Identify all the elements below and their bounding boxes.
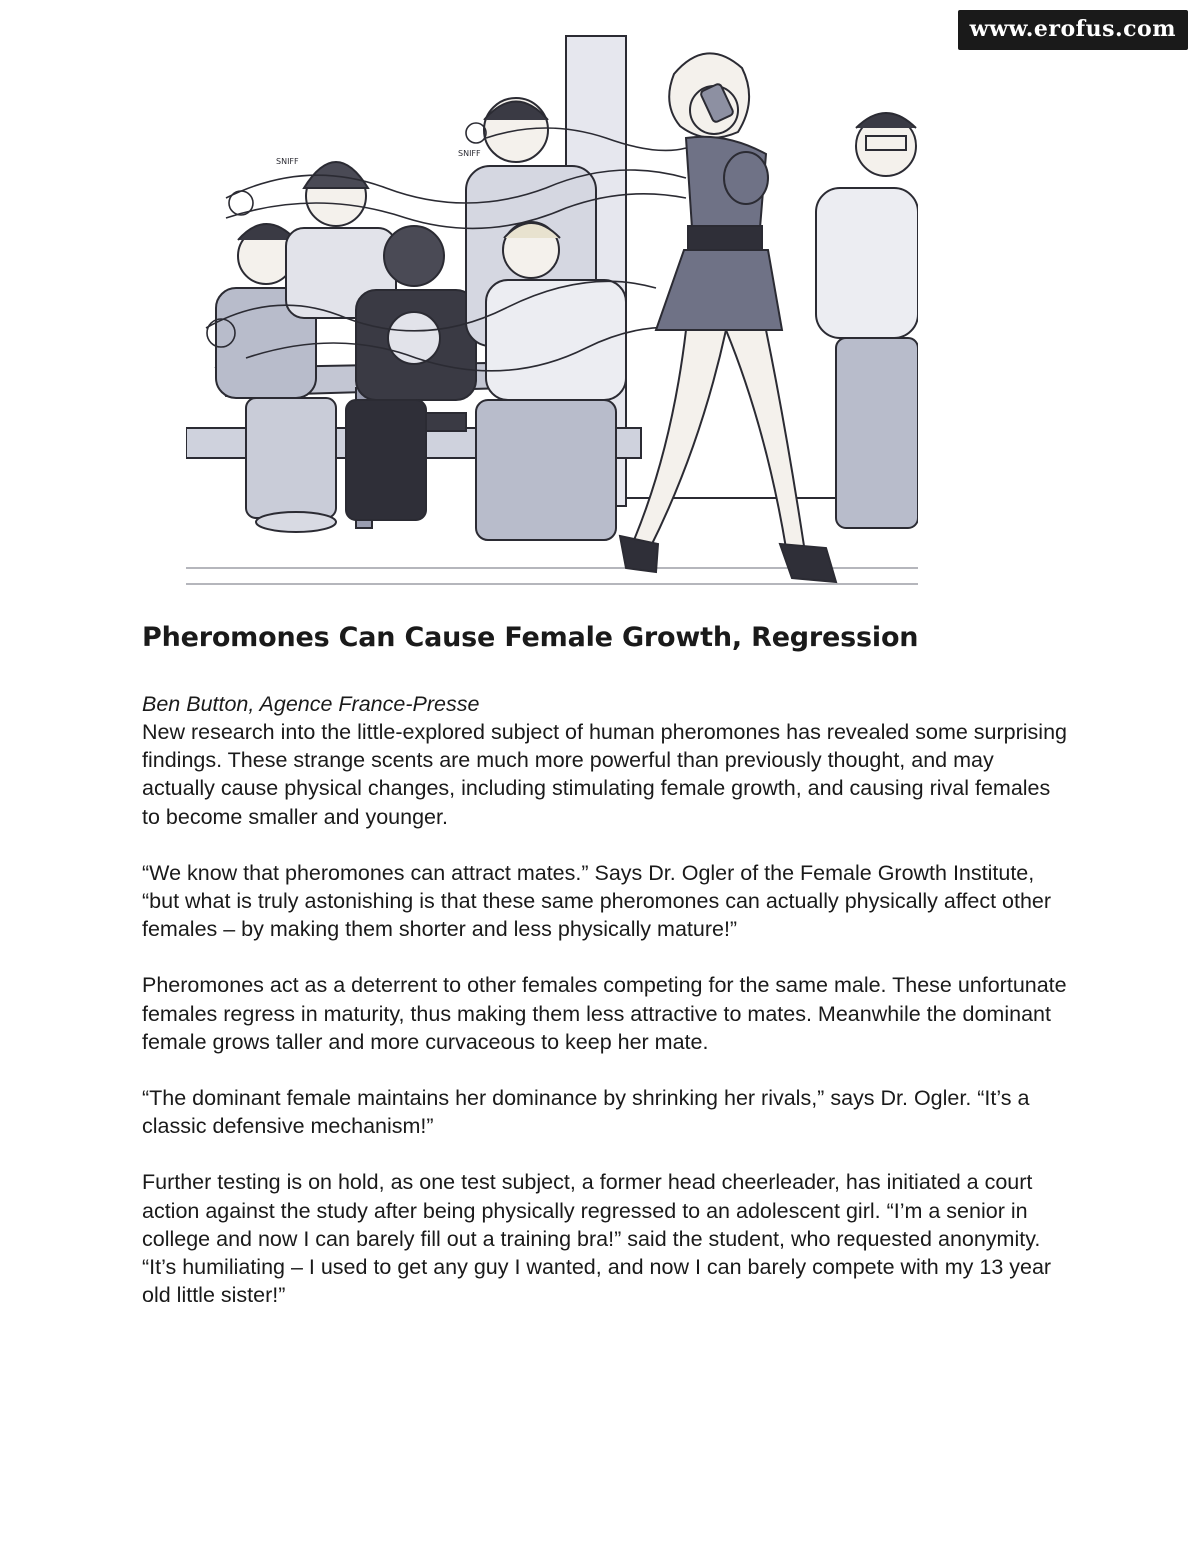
- article-paragraph-1: New research into the little-explored subject of human pheromones has revealed some surprising findings. These strange scents are much more powerful than previously thought, and may actually cause physical changes, including stimulating female growth, and causing rival females to become smaller and younger.: [142, 720, 1067, 829]
- article-byline: Ben Button, Agence France-Presse: [142, 692, 480, 716]
- article-headline: Pheromones Can Cause Female Growth, Regression: [142, 622, 919, 653]
- article: [142, 618, 1072, 1337]
- sfx-sniff-1: SNIFF: [276, 157, 299, 166]
- article-paragraph-3: Pheromones act as a deterrent to other females competing for the same male. These unfortunate females regress in maturity, thus making them less attractive to mates. Meanwhile the dominant female grows taller and more curvaceous to keep her mate.: [142, 973, 1067, 1054]
- comic-illustration: [186, 28, 918, 600]
- watermark-badge: www.erofus.com: [958, 10, 1188, 50]
- article-paragraph-4: “The dominant female maintains her dominance by shrinking her rivals,” says Dr. Ogler. “It’s a classic defensive mechanism!”: [142, 1086, 1030, 1139]
- article-paragraph-2: “We know that pheromones can attract mates.” Says Dr. Ogler of the Female Growth Institute, “but what is truly astonishing is that these same pheromones can actually physically affect other females – by making them shorter and less physically mature!”: [142, 860, 1052, 942]
- comic-illustration-students-cafeteria-icon: [186, 28, 918, 600]
- article-paragraph-5: Further testing is on hold, as one test subject, a former head cheerleader, has initiated a court action against the study after being physically regressed to an adolescent girl. “I’m a senior in college and now I can barely fill out a training bra!” said the student, who requested anonymity. “It’s humiliating – I used to get any guy I wanted, and now I can barely compete with my 13 year old little sister!”: [142, 1170, 1052, 1308]
- sfx-sniff-2: SNIFF: [458, 149, 481, 158]
